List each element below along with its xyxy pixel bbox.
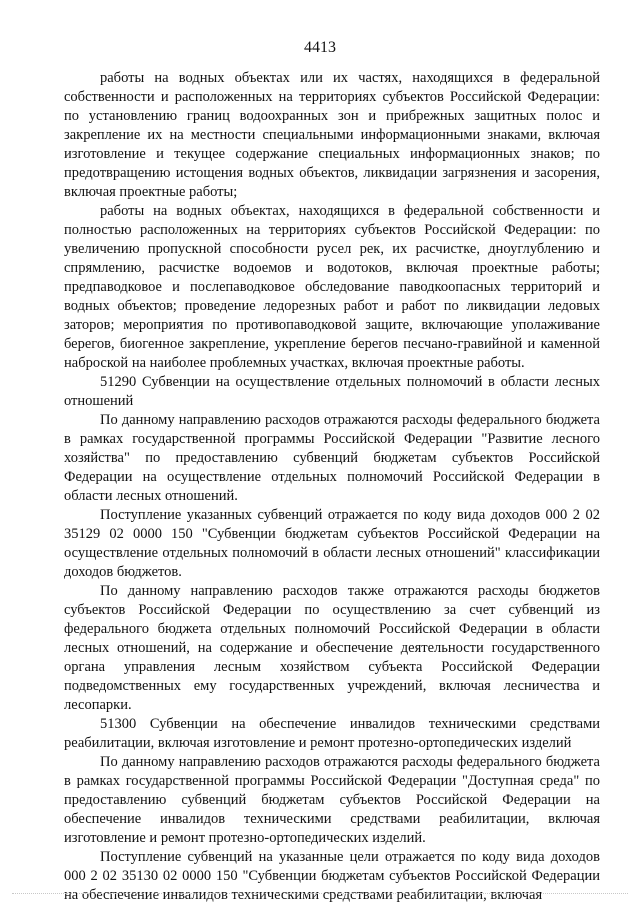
heading-51300-disabled-rehab: 51300 Субвенции на обеспечение инвалидов техническими средствами реабилитации, включая изготовление и ремонт протезно-ортопедических изделий [64,716,600,751]
document-body [64,69,600,905]
paragraph-forest-revenue-code: Поступление указанных субвенций отражается по коду вида доходов 000 2 02 35129 02 0000 150 "Субвенции бюджетам субъектов Российской Федерации на осуществление отдельных полномочий в области лесных отношений" классификации доходов бюджетов. [64,507,600,580]
paragraph-rehab-federal-expenses: По данному направлению расходов отражаются расходы федерального бюджета в рамках государственной программы Российской Федерации "Доступная среда" по предоставлению субвенций бюджетам субъектов Российской Федерации на обеспечение инвалидов техническими средствами реабилитации, включая изготовление и ремонт протезно-ортопедических изделий. [64,754,600,846]
page-number: 4413 [304,39,336,56]
paragraph-forest-federal-expenses: По данному направлению расходов отражаются расходы федерального бюджета в рамках государственной программы Российской Федерации "Развитие лесного хозяйства" по предоставлению субвенций бюджетам субъектов Российской Федерации на осуществление отдельных полномочий Российской Федерации в области лесных отношений. [64,412,600,504]
paragraph-water-works-flood: работы на водных объектах, находящихся в федеральной собственности и полностью расположенных на территориях субъектов Российской Федерации: по увеличению пропускной способности русел рек, их расчистке, дноуглублению и спрямлению, расчистке водоемов и водотоков, включая проектные работы; предпаводковое и послепаводковое обследование паводкоопасных территорий и водных объектов; проведение ледорезных работ и работ по ликвидации ледовых заторов; мероприятия по противопаводковой защите, включающие уполаживание берегов, биогенное закрепление, укрепление берегов песчано-гравийной и каменной наброской на наиболее проблемных участках, включая проектные работы. [64,203,600,371]
heading-51290-forest-subventions: 51290 Субвенции на осуществление отдельных полномочий в области лесных отношений [64,374,600,409]
paragraph-rehab-revenue-code: Поступление субвенций на указанные цели отражается по коду вида доходов 000 2 02 35130 02 0000 150 "Субвенции бюджетам субъектов Российской Федерации на обеспечение инвалидов техническими средствами реабилитации, включая [64,849,600,903]
paragraph-forest-regional-expenses: По данному направлению расходов также отражаются расходы бюджетов субъектов Российской Федерации по осуществлению за счет субвенций из федерального бюджета отдельных полномочий Российской Федерации в области лесных отношений, на содержание и обеспечение деятельности государственного органа управления лесным хозяйством субъекта Российской Федерации подведомственных ему государственных учреждений, включая лесничества и лесопарки. [64,583,600,713]
paragraph-water-works-federal: работы на водных объектах или их частях, находящихся в федеральной собственности и расположенных на территориях субъектов Российской Федерации: по установлению границ водоохранных зон и прибрежных защитных полос и закрепление их на местности специальными информационными знаками, включая изготовление и текущее содержание специальных информационных знаков; по предотвращению истощения водных объектов, ликвидации загрязнения и засорения, включая проектные работы; [64,70,600,200]
page-bottom-edge [12,893,628,894]
